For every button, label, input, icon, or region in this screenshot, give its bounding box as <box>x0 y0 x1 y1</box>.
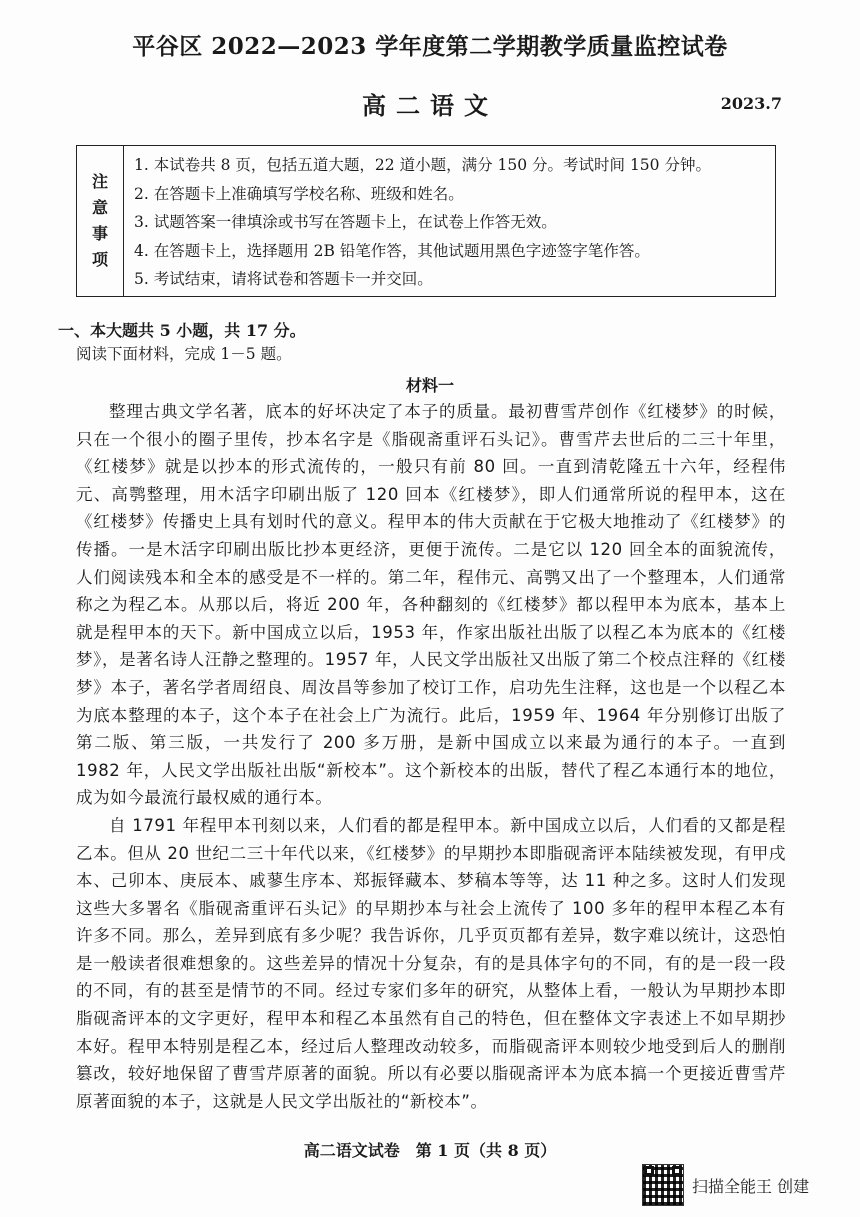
section-instruction: 阅读下面材料，完成 1－5 题。 <box>76 345 292 363</box>
watermark-text: 扫描全能王 创建 <box>692 1176 810 1196</box>
notice-item: 2. 在答题卡上准确填写学校名称、班级和姓名。 <box>134 184 464 203</box>
notice-item: 1. 本试卷共 8 页，包括五道大题，22 道小题，满分 150 分。考试时间 150 分钟。 <box>134 156 711 174</box>
page-footer: 高二语文试卷 第 1 页（共 8 页） <box>303 1141 557 1160</box>
notice-item: 4. 在答题卡上，选择题用 2B 铅笔作答，其他试题用黑色字迹签字笔作答。 <box>134 241 650 260</box>
notice-label-char: 项 <box>91 250 108 269</box>
notice-label-char: 意 <box>91 198 108 217</box>
notice-item: 3. 试题答案一律填涂或书写在答题卡上，在试卷上作答无效。 <box>134 213 557 231</box>
paragraph: 自 1791 年程甲本刊刻以来，人们看的都是程甲本。新中国成立以后，人们看的又都是程乙本。但从 20 世纪二三十年代以来，《红楼梦》的早期抄本即脂砚斋评本陆续被发现，有甲戌本、己卯本、庚辰本、戚蓼生序本、郑振铎藏本、梦稿本等等，达 11 种之多。这时人们发现这些大多署名《脂砚斋重评石头记》的早期抄本与社会上流传了 100 多年的程甲本程乙本有许多不同。那么，差异到底有多少呢？我告诉你，几乎页页都有差异，数字难以统计，这恐怕是一般读者很难想象的。这些差异的情况十分复杂，有的是具体字句的不同，有的是一段一段的不同，有的甚至是情节的不同。经过专家们多年的研究，从整体上看，一般认为早期抄本即脂砚斋评本的文字更好，程甲本和程乙本虽然有自己的特色，但在整体文字表述上不如早期抄本好。程甲本特别是程乙本，经过后人整理改动较多，而脂砚斋评本则较少地受到后人的删削篡改，较好地保留了曹雪芹原著的面貌。所以有必要以脂砚斋评本为底本搞一个更接近曹雪芹原著面貌的本子，这就是人民文学出版社的“新校本”。 <box>76 815 786 1111</box>
qr-code-icon <box>642 1164 684 1206</box>
subject-title: 高二语文 <box>362 91 498 120</box>
notice-box <box>76 145 776 297</box>
scanner-watermark <box>642 1164 809 1206</box>
material-body <box>76 398 786 1115</box>
paragraph: 整理古典文学名著，底本的好坏决定了本子的质量。最初曹雪芹创作《红楼梦》的时候，只在一个很小的圈子里传，抄本名字是《脂砚斋重评石头记》。曹雪芹去世后的二三十年里，《红楼梦》就是以抄本的形式流传的，一般只有前 80 回。一直到清乾隆五十六年，经程伟元、高鹗整理，用木活字印刷出版了 120 回本《红楼梦》，即人们通常所说的程甲本，这在《红楼梦》传播史上具有划时代的意义。程甲本的伟大贡献在于它极大地推动了《红楼梦》的传播。一是木活字印刷出版比抄本更经济，更便于流传。二是它以 120 回全本的面貌流传，人们阅读残本和全本的感受是不一样的。第二年，程伟元、高鹗又出了一个整理本，人们通常称之为程乙本。从那以后，将近 200 年，各种翻刻的《红楼梦》都以程甲本为底本，基本上就是程甲本的天下。新中国成立以后，1953 年，作家出版社出版了以程乙本为底本的《红楼梦》，是著名诗人汪静之整理的。1957 年，人民文学出版社又出版了第二个校点注释的《红楼梦》本子，著名学者周绍良、周汝昌等参加了校订工作，启功先生注释，这也是一个以程乙本为底本整理的本子，这个本子在社会上广为流行。此后，1959 年、1964 年分别修订出版了第二版、第三版，一共发行了 200 多万册，是新中国成立以来最为通行的本子。一直到 1982 年，人民文学出版社出版“新校本”。这个新校本的出版，替代了程乙本通行本的地位，成为如今最流行最权威的通行本。 <box>76 402 786 808</box>
exam-title: 平谷区 2022—2023 学年度第二学期教学质量监控试卷 <box>132 33 728 60</box>
notice-list <box>124 146 775 296</box>
notice-item: 5. 考试结束，请将试卷和答题卡一并交回。 <box>134 270 433 288</box>
notice-label <box>77 146 124 296</box>
notice-label-char: 事 <box>91 224 108 243</box>
exam-date: 2023.7 <box>720 94 782 113</box>
material-title: 材料一 <box>405 376 454 395</box>
section-heading: 一、本大题共 5 小题，共 17 分。 <box>58 321 306 340</box>
notice-label-char: 注 <box>91 172 108 191</box>
